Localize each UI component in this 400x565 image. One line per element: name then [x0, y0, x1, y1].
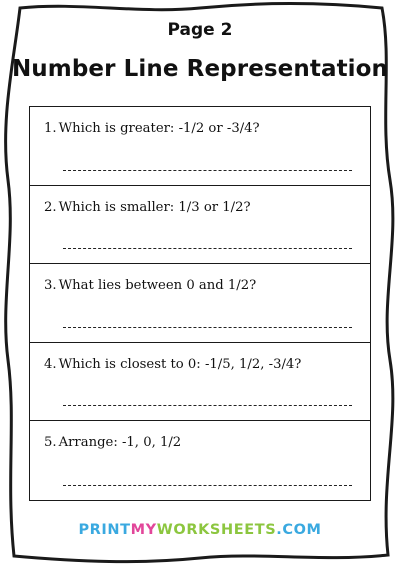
worksheet-title: Number Line Representation: [11, 56, 389, 82]
question-box-2: [30, 186, 370, 265]
brand-part-print: PRINT: [78, 522, 131, 538]
question-text: What lies between 0 and 1/2?: [58, 278, 257, 294]
page-label: Page 2: [167, 20, 233, 40]
question-3: [44, 278, 362, 293]
question-1: [44, 121, 362, 136]
question-5: [44, 435, 362, 450]
question-text: Which is greater: -1/2 or -3/4?: [58, 121, 260, 136]
question-2: [44, 200, 362, 215]
question-number: 3.: [44, 278, 57, 294]
question-text: Which is smaller: 1/3 or 1/2?: [58, 199, 251, 215]
brand-part-com: .COM: [276, 522, 322, 538]
question-number: 1.: [44, 121, 57, 136]
question-box-5: [30, 421, 370, 500]
question-box-4: [30, 343, 370, 422]
brand-part-my: MY: [130, 522, 157, 538]
question-text: Arrange: -1, 0, 1/2: [58, 435, 182, 451]
question-number: 5.: [44, 435, 57, 451]
question-box-3: [30, 264, 370, 343]
answer-line[interactable]: [63, 248, 352, 249]
answer-line[interactable]: [63, 170, 352, 171]
answer-line[interactable]: [63, 327, 352, 328]
brand-logo[interactable]: [0, 522, 400, 538]
answer-line[interactable]: [63, 485, 352, 486]
question-text: Which is closest to 0: -1/5, 1/2, -3/4?: [58, 356, 302, 372]
question-number: 2.: [44, 199, 57, 215]
questions-table: [29, 106, 371, 501]
question-number: 4.: [44, 356, 57, 372]
brand-part-worksheets: WORKSHEETS: [156, 522, 277, 538]
answer-line[interactable]: [63, 405, 352, 406]
question-box-1: [30, 107, 370, 186]
question-4: [44, 357, 362, 372]
